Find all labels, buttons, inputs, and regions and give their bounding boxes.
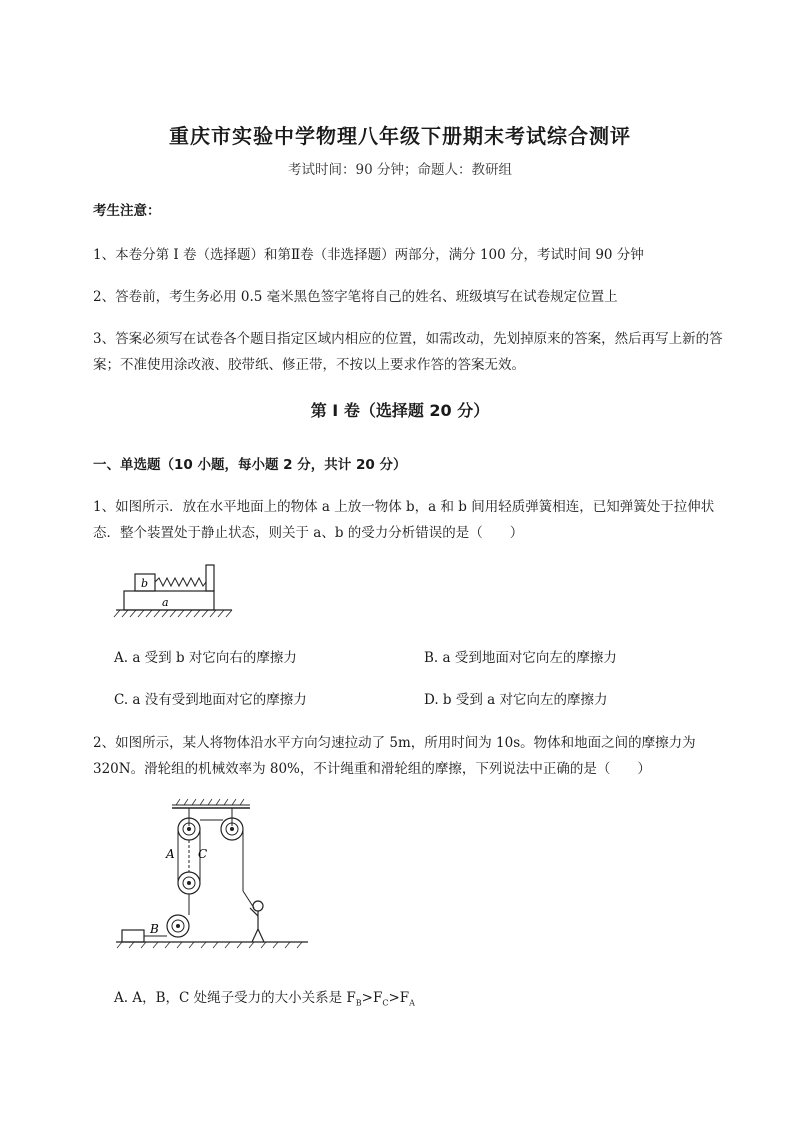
exam-info: 考试时间：90 分钟；命题人：教研组 — [288, 162, 512, 178]
notice-item-1: 1、本卷分第 I 卷（选择题）和第Ⅱ卷（非选择题）两部分，满分 100 分，考试时间 90 分钟 — [93, 247, 644, 263]
question-2-option-a[interactable]: A. A，B，C 处绳子受力的大小关系是 $F_B>F_C>F_A$ — [114, 990, 415, 1008]
block-a — [124, 591, 214, 610]
label-C: C — [198, 847, 208, 861]
notice-heading: 考生注意： — [93, 203, 161, 219]
notice-item-2: 2、答卷前，考生务必用 0.5 毫米黑色签字笔将自己的姓名、班级填写在试卷规定位置上 — [93, 289, 618, 305]
wall-post — [206, 565, 214, 591]
part-heading: 一、单选题（10 小题，每小题 2 分，共计 20 分） — [93, 457, 407, 473]
spring — [155, 578, 206, 586]
page-title: 重庆市实验中学物理八年级下册期末考试综合测评 — [169, 124, 631, 148]
question-2-stem: 2、如图所示，某人将物体沿水平方向匀速拉动了 5m，所用时间为 10s。物体和地面之间的摩擦力为 320N。滑轮组的机械效率为 80%，不计绳重和滑轮组的摩擦，下列说法中正确的是（ ） — [93, 735, 696, 777]
label-b: b — [141, 577, 149, 590]
label-a: a — [162, 596, 169, 609]
block — [122, 930, 144, 942]
question-1-option-d[interactable]: D. b 受到 a 对它向左的摩擦力 — [424, 692, 608, 708]
question-1-option-a[interactable]: A. a 受到 b 对它向右的摩擦力 — [114, 650, 297, 666]
label-B: B — [150, 922, 159, 936]
label-A: A — [166, 847, 175, 861]
question-1-option-b[interactable]: B. a 受到地面对它向左的摩擦力 — [424, 650, 617, 666]
section-title: 第 I 卷（选择题 20 分） — [310, 401, 490, 420]
question-1-figure — [110, 560, 240, 618]
question-1-stem: 1、如图所示．放在水平地面上的物体 a 上放一物体 b，a 和 b 间用轻质弹簧相连，已知弹簧处于拉伸状态．整个装置处于静止状态，则关于 a、b 的受力分析错误的是（ ） — [93, 499, 715, 541]
question-2-figure — [112, 796, 312, 956]
person-head — [253, 901, 263, 911]
notice-item-3: 3、答案必须写在试卷各个题目指定区域内相应的位置，如需改动，先划掉原来的答案，然后再写上新的答案；不准使用涂改液、胶带纸、修正带，不按以上要求作答的答案无效。 — [93, 331, 723, 373]
question-1-option-c[interactable]: C. a 没有受到地面对它的摩擦力 — [114, 692, 307, 708]
